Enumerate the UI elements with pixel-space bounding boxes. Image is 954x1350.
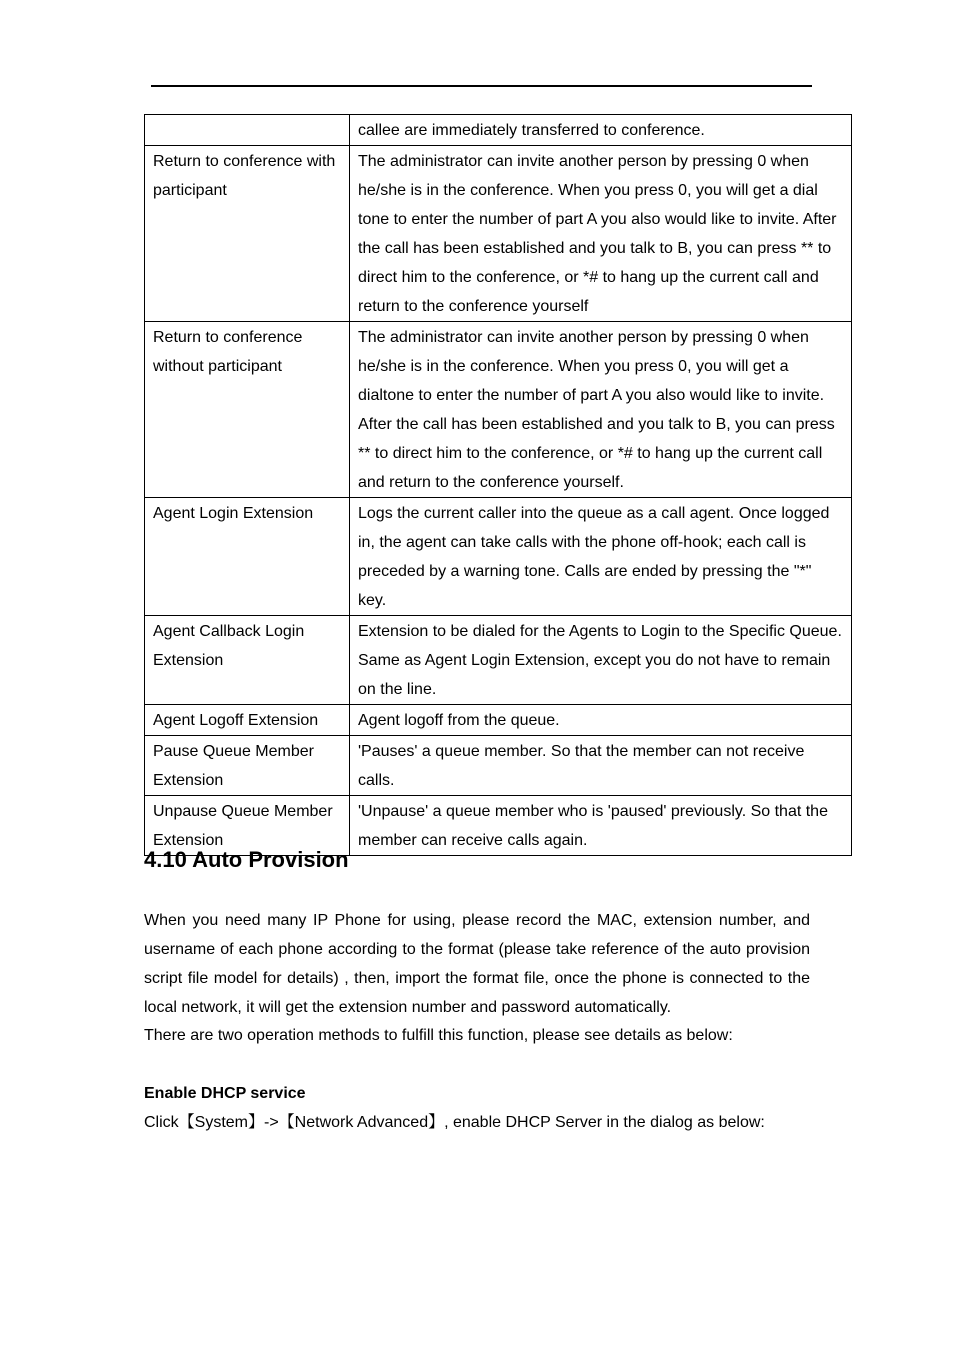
feature-name-cell: Agent Login Extension [145,498,350,616]
table-row [145,146,852,322]
feature-description-cell: Logs the current caller into the queue as a call agent. Once logged in, the agent can take calls with the phone off-hook; each call is preceded by a warning tone. Calls are ended by pressing the "*" key. [350,498,852,616]
feature-name-cell: Agent Callback Login Extension [145,616,350,705]
table-row [145,115,852,146]
body-paragraph: When you need many IP Phone for using, please record the MAC, extension number, and username of each phone according to the format (please take reference of the auto provision script file model for details) , then, import the format file, once the phone is connected to the local network, it will get the extension number and password automatically. [144,912,810,1016]
body-paragraph: Click【System】->【Network Advanced】, enable DHCP Server in the dialog as below: [144,1114,765,1131]
feature-description-cell: The administrator can invite another person by pressing 0 when he/she is in the conference. When you press 0, you will get a dial tone to enter the number of part A you also would like to invite. After the call has been established and you talk to B, you can press ** to direct him to the conference, or *# to hang up the current call and return to the conference yourself [350,146,852,322]
feature-name-cell: Pause Queue Member Extension [145,736,350,796]
feature-description-cell: 'Unpause' a queue member who is 'paused' previously. So that the member can receive calls again. [350,796,852,856]
feature-description-cell: callee are immediately transferred to conference. [350,115,852,146]
feature-name-cell [145,115,350,146]
table-row [145,322,852,498]
header-rule [151,85,812,87]
feature-description-cell: Agent logoff from the queue. [350,705,852,736]
section-title: 4.10 Auto Provision [144,847,349,872]
subheading: Enable DHCP service [144,1085,306,1102]
feature-description-cell: 'Pauses' a queue member. So that the member can not receive calls. [350,736,852,796]
feature-name-cell: Return to conference with participant [145,146,350,322]
feature-name-cell: Agent Logoff Extension [145,705,350,736]
body-paragraph: There are two operation methods to fulfill this function, please see details as below: [144,1027,733,1044]
table-row [145,705,852,736]
table-row [145,736,852,796]
table-row [145,498,852,616]
feature-code-table [144,114,852,856]
table-row [145,616,852,705]
feature-description-cell: Extension to be dialed for the Agents to Login to the Specific Queue. Same as Agent Login Extension, except you do not have to remain on the line. [350,616,852,705]
feature-name-cell: Unpause Queue Member Extension [145,796,350,856]
feature-name-cell: Return to conference without participant [145,322,350,498]
feature-description-cell: The administrator can invite another person by pressing 0 when he/she is in the conference. When you press 0, you will get a dialtone to enter the number of part A you also would like to invite. After the call has been established and you talk to B, you can press ** to direct him to the conference, or *# to hang up the current call and return to the conference yourself. [350,322,852,498]
